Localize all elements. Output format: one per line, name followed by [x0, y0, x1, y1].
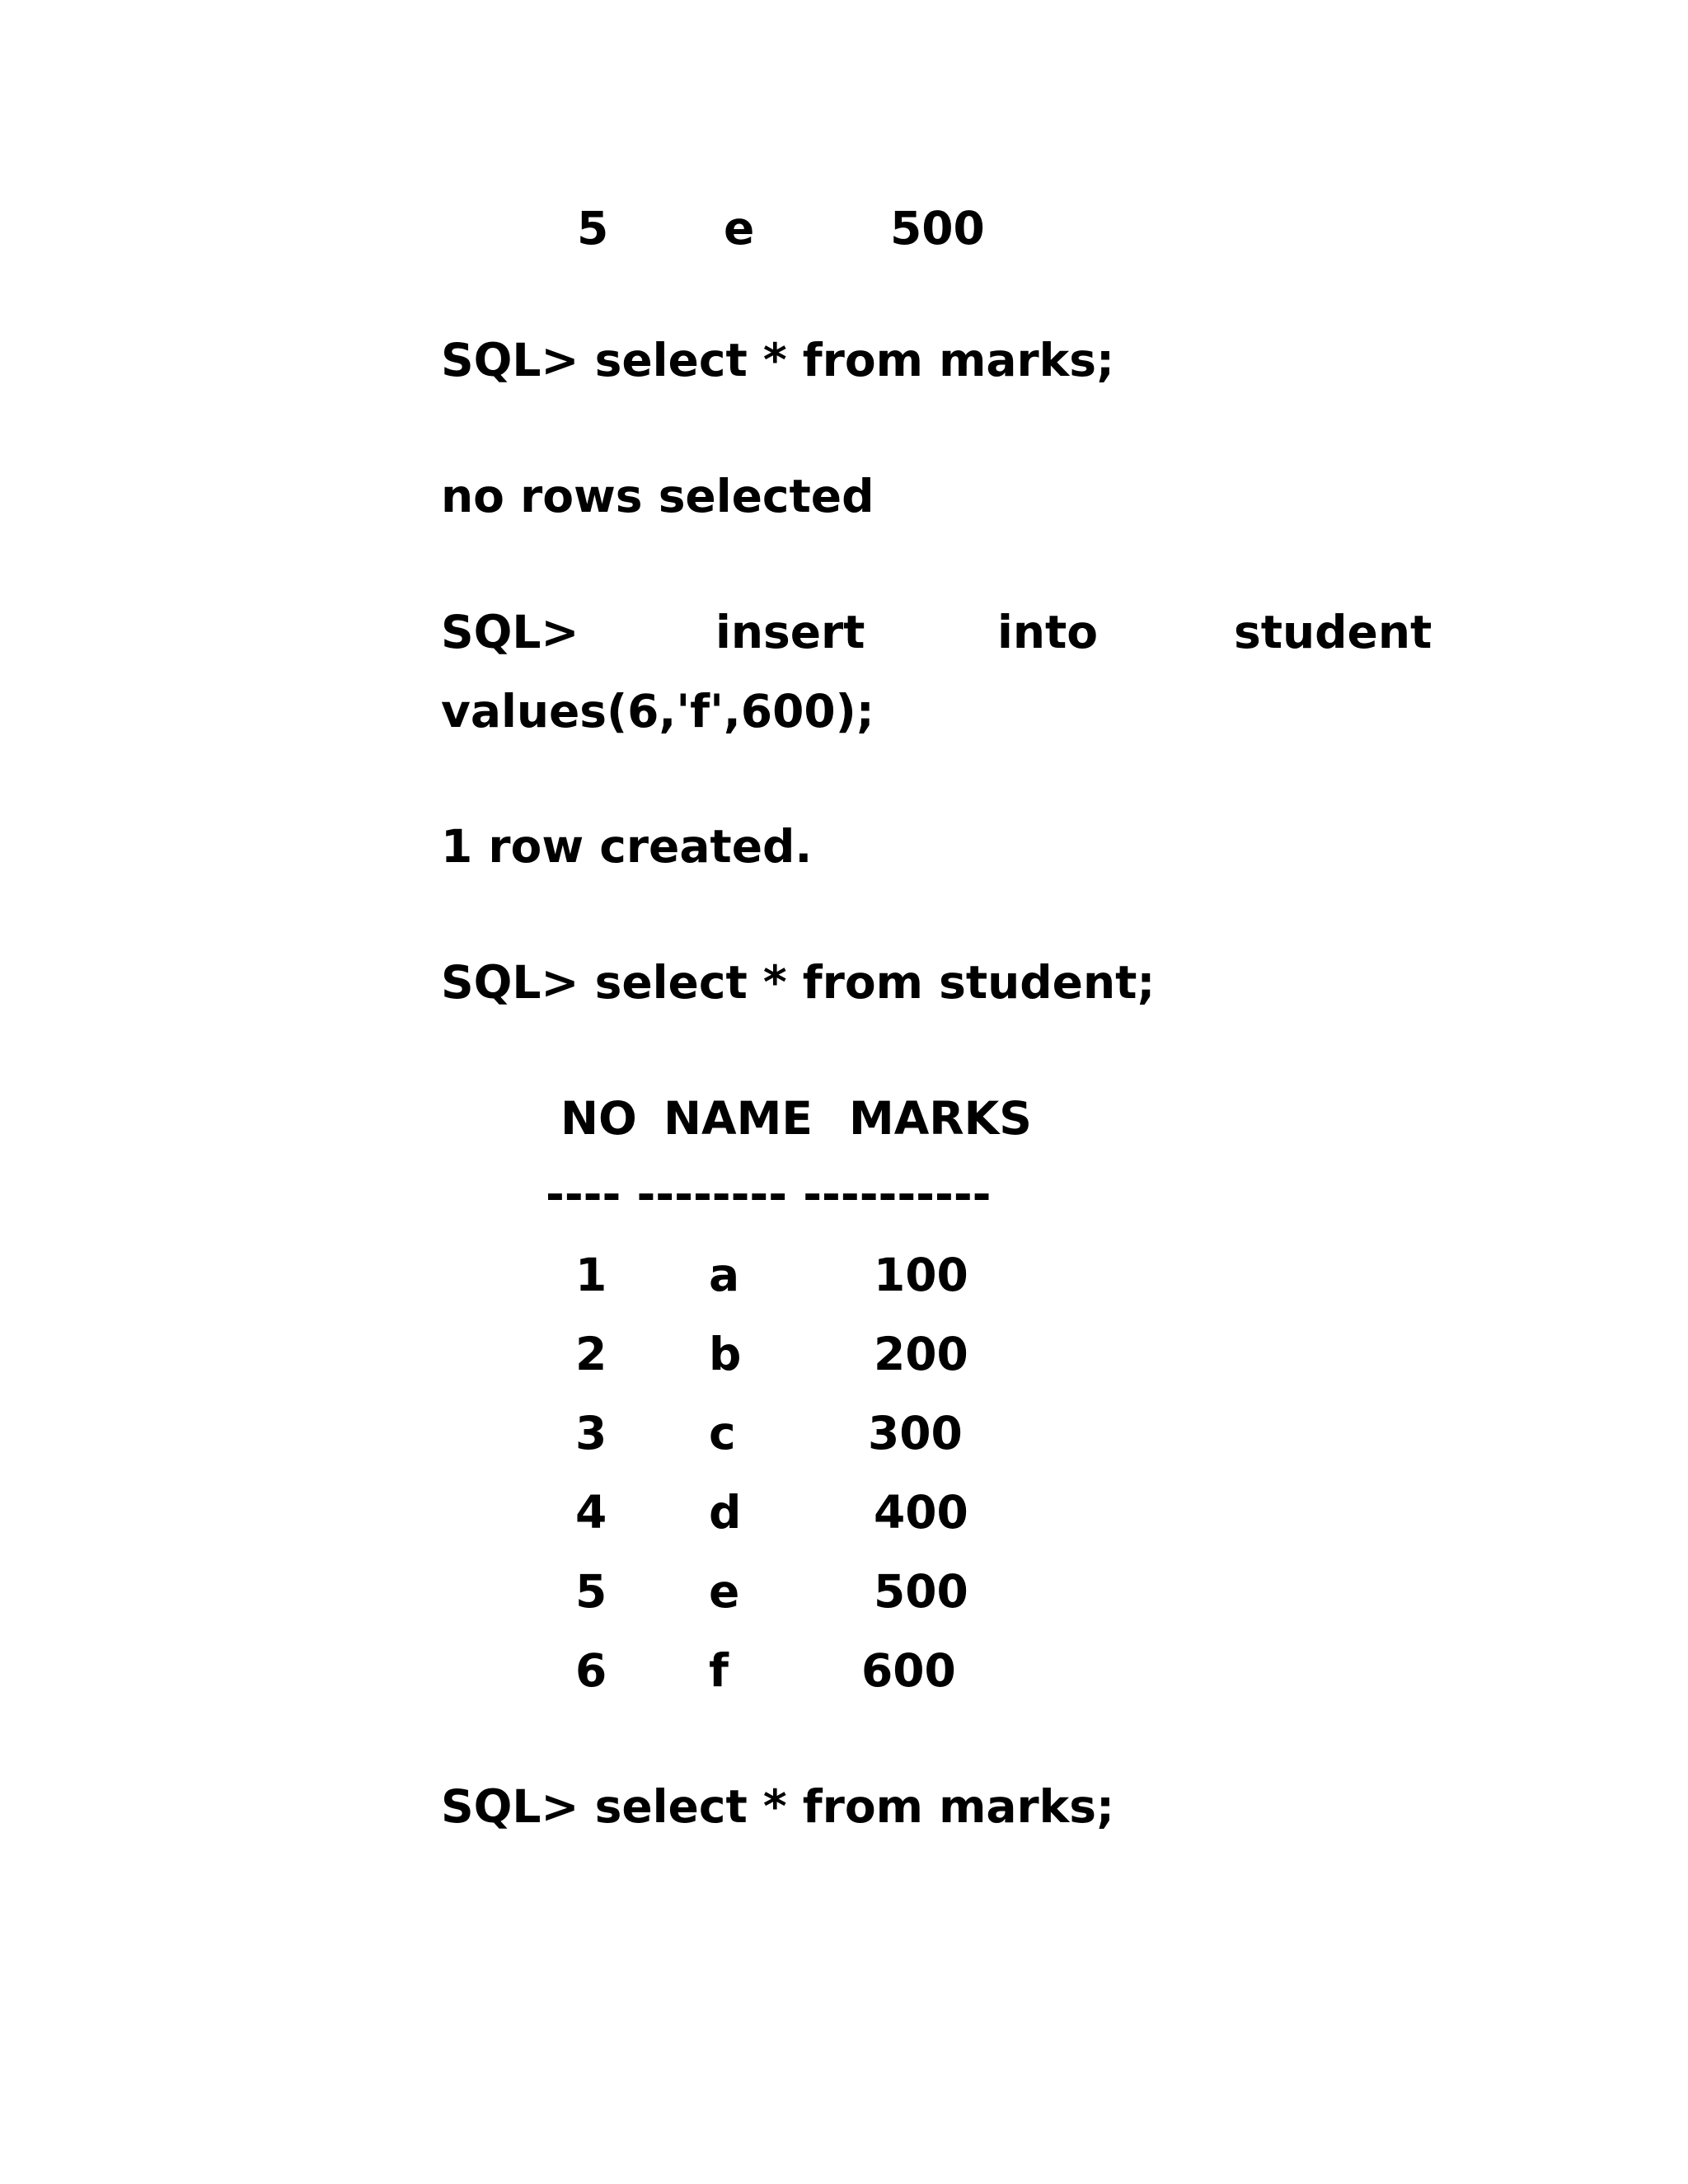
top-row-no: 5	[577, 202, 609, 255]
top-row-name: e	[724, 202, 755, 255]
row-marks: 400	[874, 1486, 968, 1539]
sql-table-student: student	[1234, 606, 1432, 658]
row-name: a	[709, 1249, 740, 1301]
row-no: 2	[575, 1328, 607, 1380]
top-row-marks: 500	[890, 202, 985, 255]
table-header-no: NO	[560, 1092, 637, 1145]
sql-keyword-insert: insert	[715, 606, 865, 658]
row-marks: 100	[874, 1249, 968, 1301]
sql-keyword-into: into	[997, 606, 1099, 658]
sql-command-select-marks: SQL> select * from marks;	[441, 334, 1114, 387]
row-name: b	[709, 1328, 742, 1380]
row-no: 6	[575, 1644, 607, 1697]
table-header-marks: MARKS	[849, 1092, 1032, 1145]
row-name: f	[709, 1644, 729, 1697]
row-no: 1	[575, 1249, 607, 1301]
sql-command-select-student: SQL> select * from student;	[441, 956, 1156, 1009]
sql-insert-values: values(6,'f',600);	[441, 685, 874, 738]
row-no: 3	[575, 1407, 607, 1460]
row-name: e	[709, 1565, 740, 1618]
sql-prompt: SQL>	[441, 606, 579, 658]
row-marks: 500	[874, 1565, 968, 1618]
row-name: d	[709, 1486, 742, 1539]
row-no: 5	[575, 1565, 607, 1618]
table-separator: ---- -------- ----------	[546, 1168, 992, 1221]
row-name: c	[709, 1407, 736, 1460]
table-header-name: NAME	[663, 1092, 813, 1145]
insert-result-message: 1 row created.	[441, 820, 813, 873]
row-no: 4	[575, 1486, 607, 1539]
sql-command-select-marks-final: SQL> select * from marks;	[441, 1780, 1114, 1833]
row-marks: 200	[874, 1328, 968, 1380]
row-marks: 300	[868, 1407, 963, 1460]
row-marks: 600	[861, 1644, 956, 1697]
query-result-no-rows: no rows selected	[441, 470, 874, 523]
